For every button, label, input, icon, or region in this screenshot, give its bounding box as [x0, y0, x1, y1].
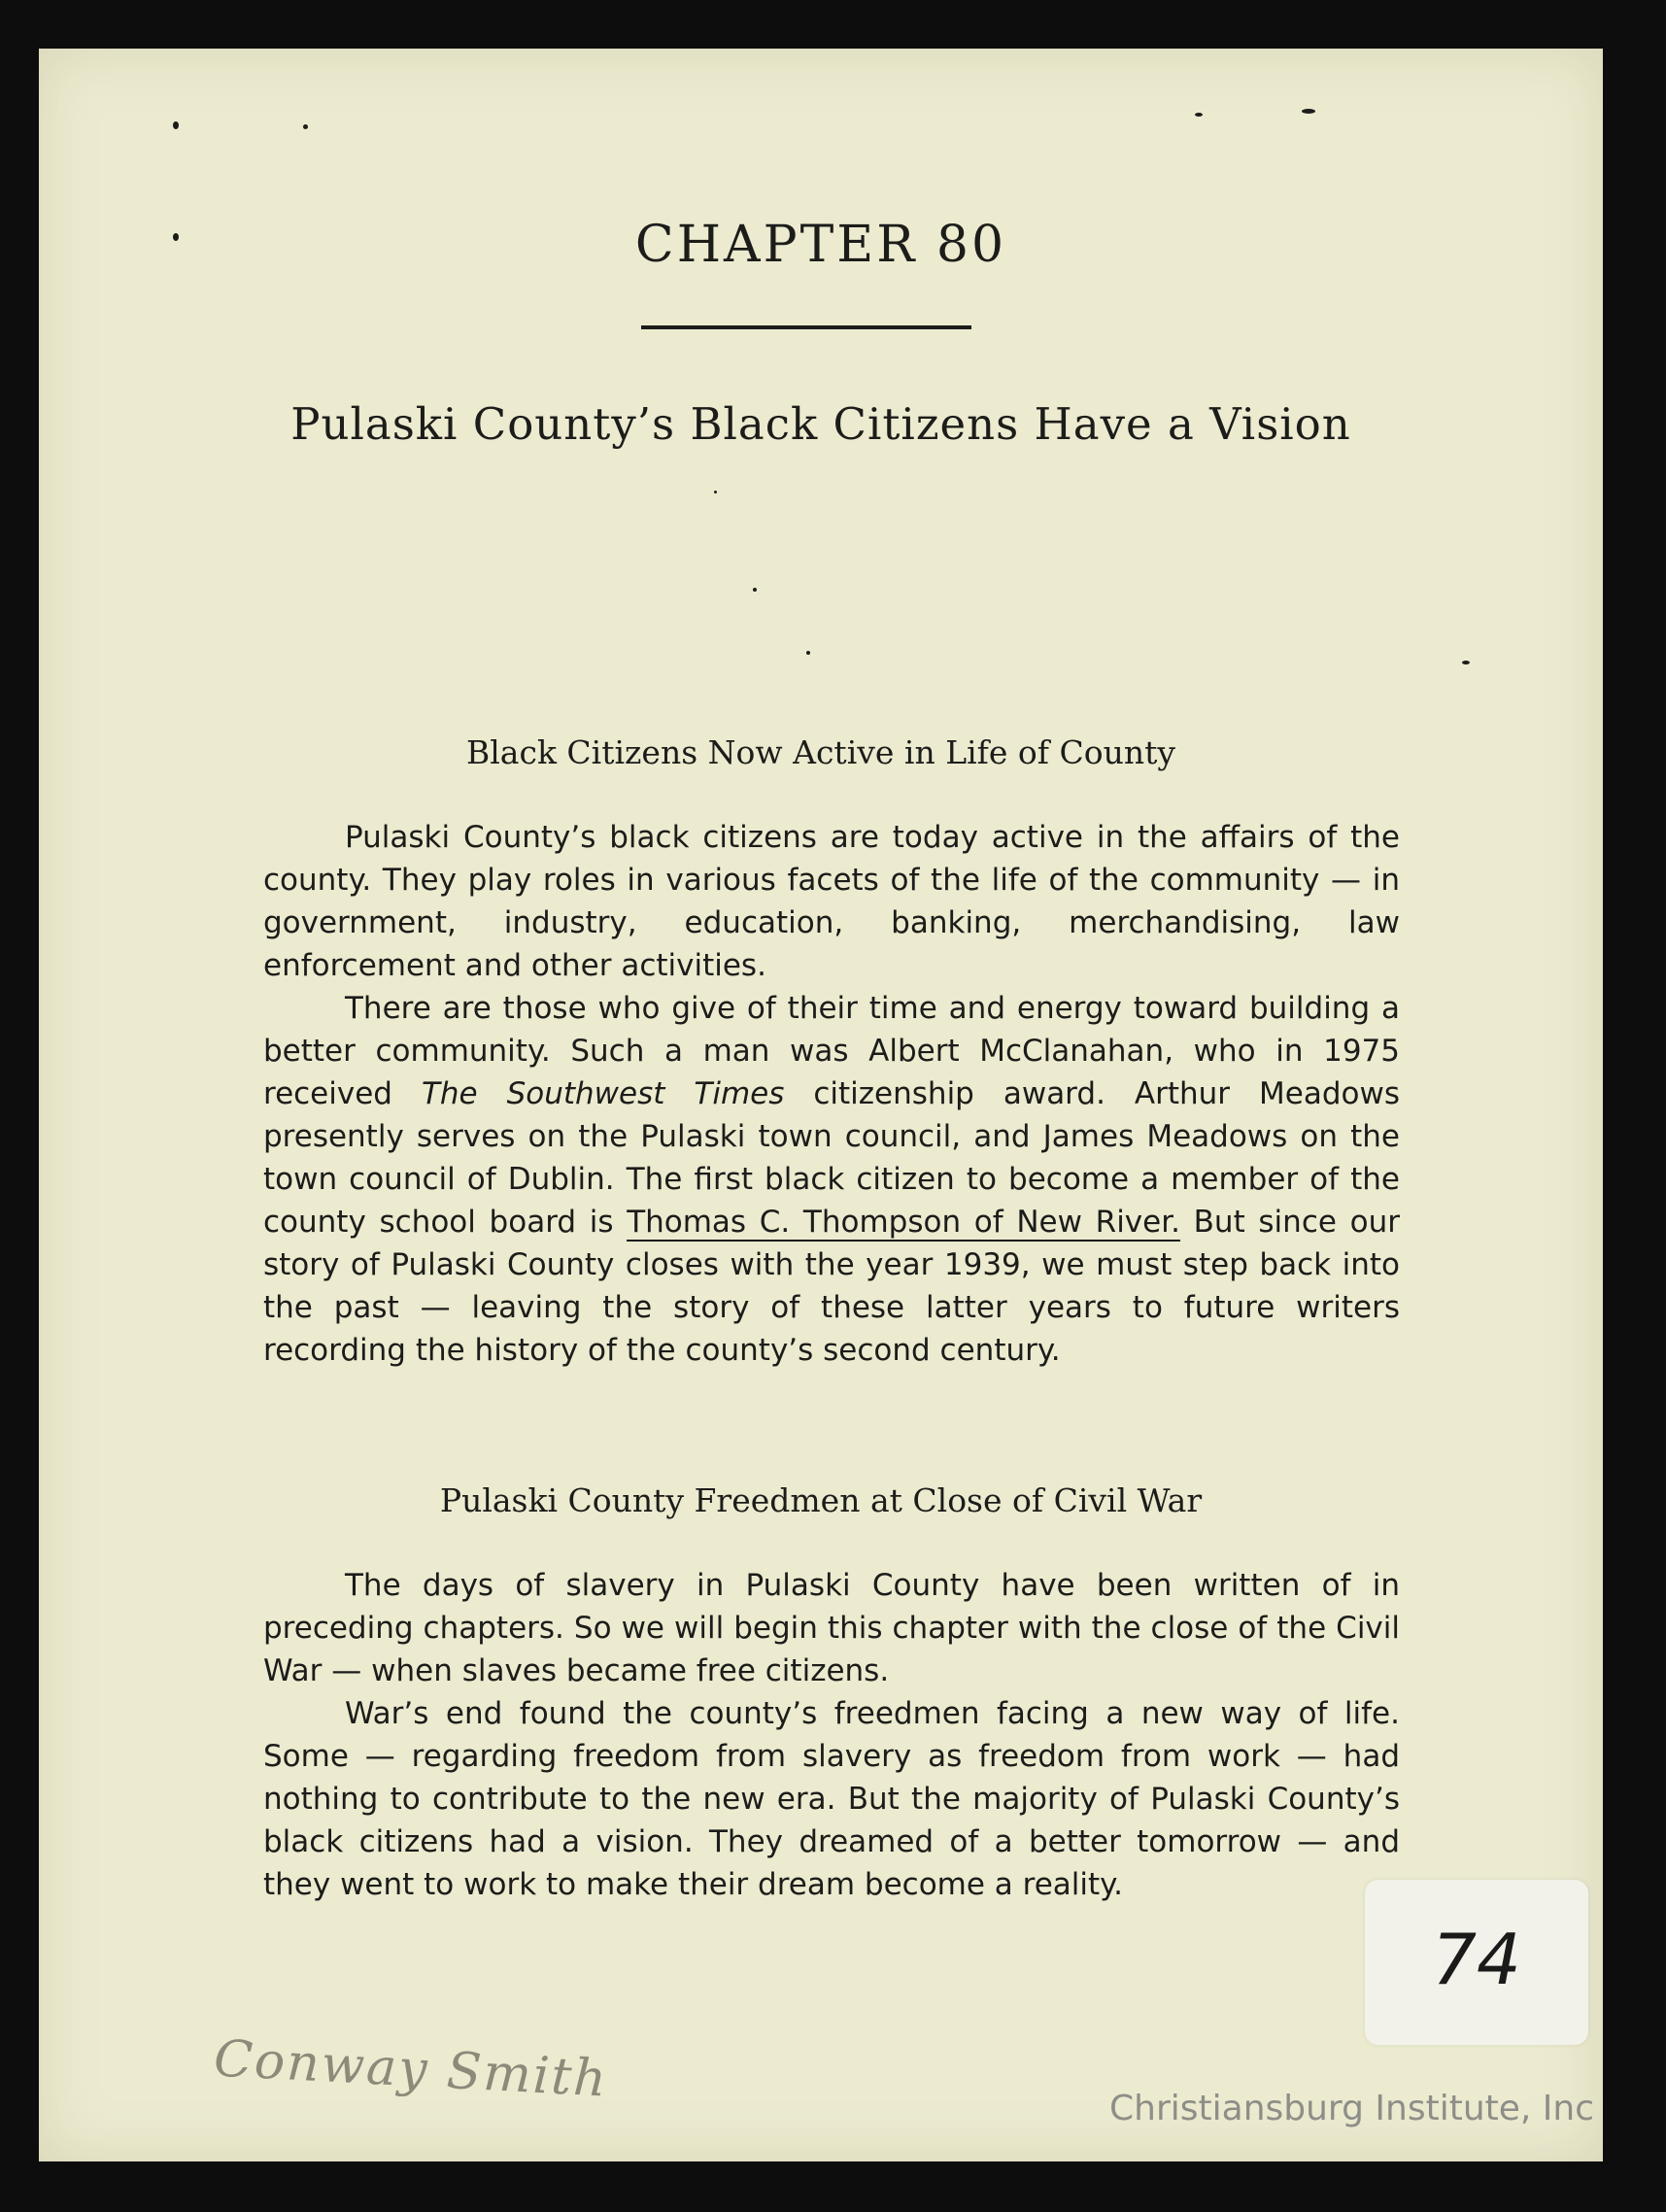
- ink-speck: [173, 121, 179, 129]
- section-body: [263, 816, 1400, 1372]
- paragraph: [263, 987, 1400, 1372]
- paragraph: The days of slavery in Pulaski County have been written of in preceding chapters. So we will begin this chapter with the close of the Civil War — when slaves became free citizens.: [263, 1568, 1400, 1688]
- ink-speck: [1462, 661, 1470, 664]
- chapter-title: Pulaski County’s Black Citizens Have a Vision: [290, 398, 1351, 450]
- paragraph: Pulaski County’s black citizens are today active in the affairs of the county. They play roles in various facets of the life of the community — in government, industry, education, banking, merchandising, law enforcement and other activities.: [263, 820, 1400, 983]
- paragraph-text: citizenship award. Arthur Meadows presently serves on the Pulaski town council, and James Meadows on the town council of Dublin. The first black citizen to become a member of the county school board is: [263, 1076, 1400, 1240]
- newspaper-title: The Southwest Times: [421, 1076, 785, 1111]
- chapter-number: CHAPTER 80: [634, 216, 1007, 274]
- document-page: [39, 49, 1603, 2161]
- underlined-name: Thomas C. Thompson of New River.: [627, 1205, 1180, 1240]
- watermark: Christiansburg Institute, Inc: [1109, 2089, 1595, 2128]
- ink-speck: [1302, 109, 1315, 114]
- page-number-label: [1365, 1880, 1588, 2045]
- page-number: 74: [1432, 1919, 1521, 2000]
- section-heading: Pulaski County Freedmen at Close of Civil War: [439, 1481, 1203, 1519]
- paragraph: War’s end found the county’s freedmen facing a new way of life. Some — regarding freedom from slavery as freedom from work — had nothing to contribute to the new era. But the majority of Pulaski County’s black citizens had a vision. They dreamed of a better tomorrow — and they went to work to make their dream become a reality.: [263, 1696, 1400, 1902]
- title-rule: [641, 325, 971, 329]
- ink-speck: [303, 124, 308, 129]
- ink-speck: [753, 588, 757, 592]
- ink-speck: [1195, 113, 1203, 117]
- pencil-signature: Conway Smith: [212, 2029, 610, 2109]
- ink-speck: [806, 651, 810, 655]
- paragraph-text: But since our story of Pulaski County closes with the year 1939, we must step back into the past — leaving the story of these latter years to future writers recording the history of the county’s second century.: [263, 1205, 1400, 1368]
- section-heading: Black Citizens Now Active in Life of County: [465, 733, 1176, 771]
- ink-speck: [714, 491, 717, 493]
- section-body: [263, 1564, 1400, 1906]
- paragraph-text: There are those who give of their time and energy toward building a better community. Such a man was Albert McClanahan, who in 1975 received: [263, 991, 1400, 1111]
